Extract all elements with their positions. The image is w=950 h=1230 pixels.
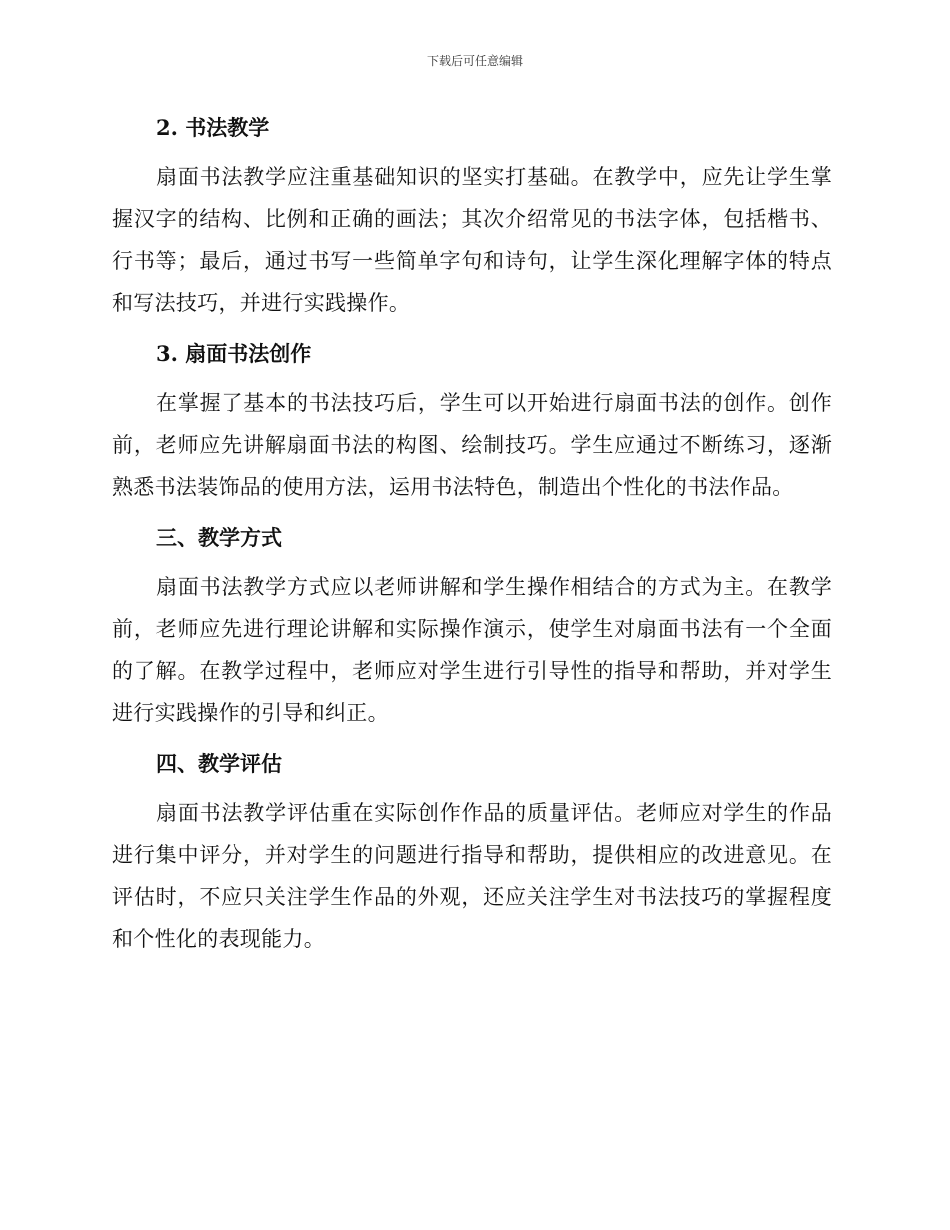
section-heading-fan-calligraphy-creation: 3. 扇面书法创作 xyxy=(156,341,312,366)
section-paragraph-teaching-methods: 扇面书法教学方式应以老师讲解和学生操作相结合的方式为主。在教学前，老师应先进行理论讲解和实际操作演示，使学生对扇面书法有一个全面的了解。在教学过程中，老师应对学生进行引导性的指导和帮助，并对学生进行实践操作的引导和纠正。 xyxy=(112,575,832,725)
section-paragraph-calligraphy-teaching: 扇面书法教学应注重基础知识的坚实打基础。在教学中，应先让学生掌握汉字的结构、比例和正确的画法；其次介绍常见的书法字体，包括楷书、行书等；最后，通过书写一些简单字句和诗句，让学生深化理解字体的特点和写法技巧，并进行实践操作。 xyxy=(112,165,832,315)
section-heading-calligraphy-teaching: 2. 书法教学 xyxy=(156,115,270,140)
section-heading-teaching-assessment: 四、教学评估 xyxy=(156,751,282,776)
page-header: 下载后可任意编辑 xyxy=(426,54,523,68)
section-paragraph-teaching-assessment: 扇面书法教学评估重在实际创作作品的质量评估。老师应对学生的作品进行集中评分，并对学生的问题进行指导和帮助，提供相应的改进意见。在评估时，不应只关注学生作品的外观，还应关注学生对书法技巧的掌握程度和个性化的表现能力。 xyxy=(112,801,832,951)
document-body xyxy=(112,112,832,960)
section-paragraph-fan-calligraphy-creation: 在掌握了基本的书法技巧后，学生可以开始进行扇面书法的创作。创作前，老师应先讲解扇面书法的构图、绘制技巧。学生应通过不断练习，逐渐熟悉书法装饰品的使用方法，运用书法特色，制造出个性化的书法作品。 xyxy=(112,391,832,499)
section-heading-teaching-methods: 三、教学方式 xyxy=(156,525,282,550)
